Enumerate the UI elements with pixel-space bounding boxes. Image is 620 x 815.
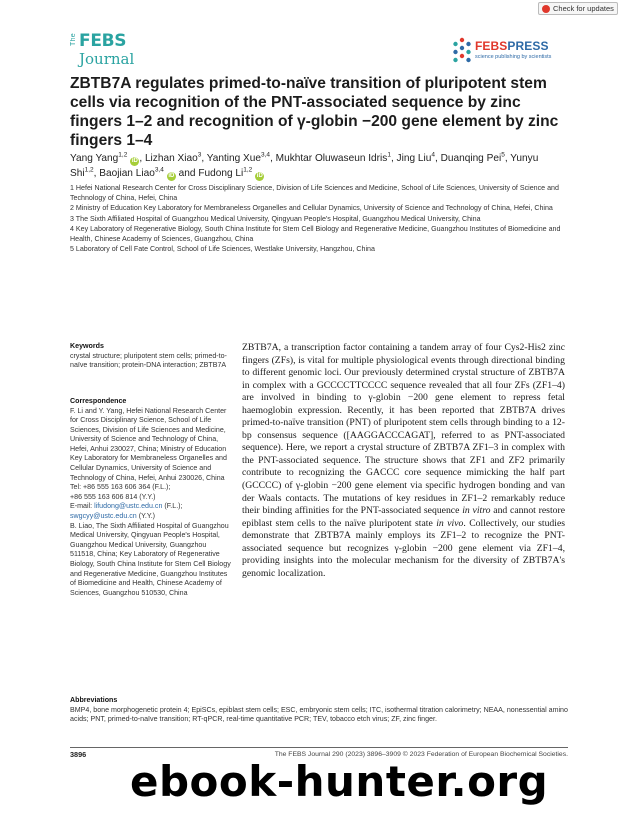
email-suffix-1: (F.L.); bbox=[164, 502, 183, 511]
author-affiliation-sup: 3,4 bbox=[154, 166, 164, 174]
publisher-name-a: FEBS bbox=[475, 39, 508, 53]
author bbox=[198, 168, 264, 179]
correspondence-section bbox=[70, 397, 232, 598]
article-title: ZBTB7A regulates primed-to-naïve transition of pluripotent stem cells via recognition of the PNT-associated sequence by zinc fingers 1–2 and recognition of γ-globin −200 gene element by zinc fingers 1–4 bbox=[70, 75, 559, 149]
author-affiliation-sup: 3,4 bbox=[261, 151, 271, 159]
telephone-line: Tel: +86 555 163 606 364 (F.L.); bbox=[70, 483, 171, 492]
publisher-name bbox=[475, 39, 549, 53]
author-name: Jing Liu bbox=[396, 153, 432, 164]
author-affiliation-sup: 1,2 bbox=[84, 166, 94, 174]
affiliation-item: 2 Ministry of Education Key Laboratory for Membraneless Organelles and Cellular Dynamics, University of Science and Technology of China, Hefei, China bbox=[70, 204, 553, 213]
check-updates-label: Check for updates bbox=[553, 4, 614, 13]
email-line bbox=[70, 502, 232, 512]
author-affiliation-sup: 1,2 bbox=[118, 151, 128, 159]
author-and: and bbox=[178, 167, 196, 179]
correspondence-address-1: F. Li and Y. Yang, Hefei National Research Center for Cross Disciplinary Science, School of Life Sciences, Division of Life Sciences and Medicine, University of Science and Technology of China, Hefei, Anhui 230027, China; Ministry of Education Key Laboratory for Membraneless Organelles and Cellular Dynamics, University of Science and Technology of China, Hefei, Anhui 230026, China bbox=[70, 406, 227, 482]
check-for-updates-button[interactable] bbox=[538, 2, 618, 15]
abstract-emphasis-2: in vivo bbox=[436, 517, 464, 529]
keywords-section bbox=[70, 342, 230, 371]
page-number: 3896 bbox=[70, 750, 87, 759]
author bbox=[441, 153, 505, 164]
logo-febs-text: FEBS bbox=[79, 31, 127, 51]
logo-journal-text: Journal bbox=[79, 50, 135, 68]
author bbox=[397, 153, 435, 164]
abstract-emphasis-1: in vitro bbox=[462, 505, 491, 517]
author bbox=[145, 153, 201, 164]
author-affiliation-sup: 4 bbox=[431, 151, 435, 159]
author-affiliation-sup: 5 bbox=[501, 151, 505, 159]
email-label: E-mail: bbox=[70, 502, 93, 511]
author-name: Duanqing Pei bbox=[440, 153, 502, 164]
febs-press-mark-icon bbox=[451, 37, 473, 63]
author bbox=[99, 168, 176, 179]
correspondence-heading: Correspondence bbox=[70, 397, 127, 405]
abstract-part-2: and cannot restore epiblast stem cells to the naïve pluripotent state bbox=[242, 505, 566, 529]
update-icon bbox=[542, 5, 550, 13]
email-line-2 bbox=[70, 512, 232, 522]
author-affiliation-sup: 1,2 bbox=[243, 166, 253, 174]
author-name: Mukhtar Oluwaseun Idris bbox=[275, 153, 388, 164]
email-link-2[interactable]: swgcyy@ustc.edu.cn bbox=[70, 512, 137, 521]
orcid-icon[interactable]: iD bbox=[131, 158, 138, 164]
footer-citation: The FEBS Journal 290 (2023) 3896–3909 © 2023 Federation of European Biochemical Societies. bbox=[274, 751, 568, 758]
publisher-logo bbox=[451, 37, 591, 67]
abbreviations-text: BMP4, bone morphogenetic protein 4; EpiSCs, epiblast stem cells; ESC, embryonic stem cells; ITC, isothermal titration calorimetry; NEAA, nonessential amino acids; PNT, primed-to-naïve transition; RT-qPCR, real-time quantitative PCR; TEV, tobacco etch virus; ZF, zinc finger. bbox=[70, 705, 568, 724]
abstract-text bbox=[242, 342, 565, 580]
abbreviations-section bbox=[70, 696, 570, 725]
author-name: Baojian Liao bbox=[99, 167, 155, 179]
affiliation-item: 4 Key Laboratory of Regenerative Biology, South China Institute for Stem Cell Biology and Regenerative Medicine, Guangzhou Institutes of Biomedicine and Health, Chinese Academy of Sciences, Guangzhou, China bbox=[70, 224, 561, 243]
author-name: Fudong Li bbox=[198, 167, 244, 179]
telephone-line-2: +86 555 163 606 814 (Y.Y.) bbox=[70, 492, 156, 501]
author-name: Yunyu Shi bbox=[70, 153, 539, 179]
publisher-name-b: PRESS bbox=[507, 39, 549, 53]
orcid-icon[interactable]: iD bbox=[256, 172, 263, 179]
keywords-heading: Keywords bbox=[70, 342, 104, 350]
footer-divider bbox=[70, 747, 568, 748]
affiliation-item: 3 The Sixth Affiliated Hospital of Guangzhou Medical University, Qingyuan People's Hospital, Guangzhou Medical University, China bbox=[70, 214, 481, 223]
affiliation-list bbox=[70, 184, 570, 256]
author-name: Yang Yang bbox=[70, 153, 119, 164]
abstract-part-3: . Collectively, our studies demonstrate that ZBTB7A mainly employs its ZF1–2 to recognize the PNT-associated sequence but recognizes γ-globin −200 gene element via ZF1–4, providing insights into the molecular mechanism for the diversity of ZBTB7A's genomic localization. bbox=[242, 517, 566, 579]
abstract-part-1: ZBTB7A, a transcription factor containing a tandem array of four Cys2-His2 zinc fingers (ZFs), is vital for multiple physiological events through directional binding to different genomic loci. Our previously determined crystal structure of ZBTB7A in complex with a GCCCCTTCCCC sequence revealed that all four ZFs (ZF1–4) are involved in binding to γ-globin −200 gene element to repress fetal haemoglobin expression. Recently, it has been reported that ZBTB7A drives primed-to-naïve transition (PNT) of pluripotent stem cells through binding to a 12-bp consensus sequence ([AAGGACCCAGAT], referred to as PNT-associated sequence). Here, we report a crystal structure of ZBTB7A ZF1–3 in complex with the PNT-associated sequence. The structure shows that ZF1 and ZF2 primarily contribute to recognizing the GACCC core sequence mimicking the half part (GCCCC) of γ-globin −200 gene element via specific hydrogen bonding and van der Waals contacts. The mutations of key residues in ZF1–2 remarkably reduce their binding affinities for the PNT-associated sequence bbox=[242, 342, 565, 517]
author bbox=[276, 153, 391, 164]
keywords-text: crystal structure; pluripotent stem cells; primed-to-naïve transition; protein-DNA interaction; ZBTB7A bbox=[70, 351, 227, 370]
abbreviations-heading: Abbreviations bbox=[70, 696, 118, 704]
logo-the-text: The bbox=[70, 33, 77, 46]
affiliation-item: 5 Laboratory of Cell Fate Control, School of Life Sciences, Westlake University, Hangzhou, China bbox=[70, 245, 375, 254]
affiliation-item: 1 Hefei National Research Center for Cross Disciplinary Science, Division of Life Sciences and Medicine, School of Life Sciences, University of Science and Technology of China, Hefei, China bbox=[70, 184, 559, 202]
author-name: Yanting Xue bbox=[206, 153, 262, 164]
orcid-icon[interactable]: iD bbox=[168, 172, 175, 179]
author-affiliation-sup: 3 bbox=[197, 151, 202, 159]
watermark-text: ebook-hunter.org bbox=[130, 757, 549, 806]
email-suffix-2: (Y.Y.) bbox=[138, 512, 156, 521]
correspondence-address-2: B. Liao, The Sixth Affiliated Hospital of Guangzhou Medical University, Qingyuan People's Hospital, Guangzhou Medical University, Guangzhou 511518, China; Key Laboratory of Regenerative Biology, South China Institute for Stem Cell Biology and Regenerative Medicine, Guangzhou Institutes of Biomedicine and Health, Chinese Academy of Sciences, Guangzhou 510530, China bbox=[70, 521, 231, 597]
author bbox=[70, 153, 139, 164]
author-affiliation-sup: 1 bbox=[387, 151, 391, 159]
publisher-tagline: science publishing by scientists bbox=[475, 54, 552, 60]
journal-logo bbox=[70, 30, 140, 70]
author bbox=[207, 153, 270, 164]
author-name: Lizhan Xiao bbox=[144, 153, 198, 164]
author-list: Yang Yang$^{1,2}$iD , Lizhan Xiao$^3$, Yanting Xue$^{3,4}$, Mukhtar Oluwaseun Idris$^1$, Jing Liu$^4$, Duanqing Pei$^5$, Yunyu Shi$^{1,2}$, Baojian Liao$^{3,4}$iD and Fudong Li$^{1,2}$iD bbox=[70, 151, 539, 179]
email-link-1[interactable]: lifudong@ustc.edu.cn bbox=[94, 502, 163, 511]
